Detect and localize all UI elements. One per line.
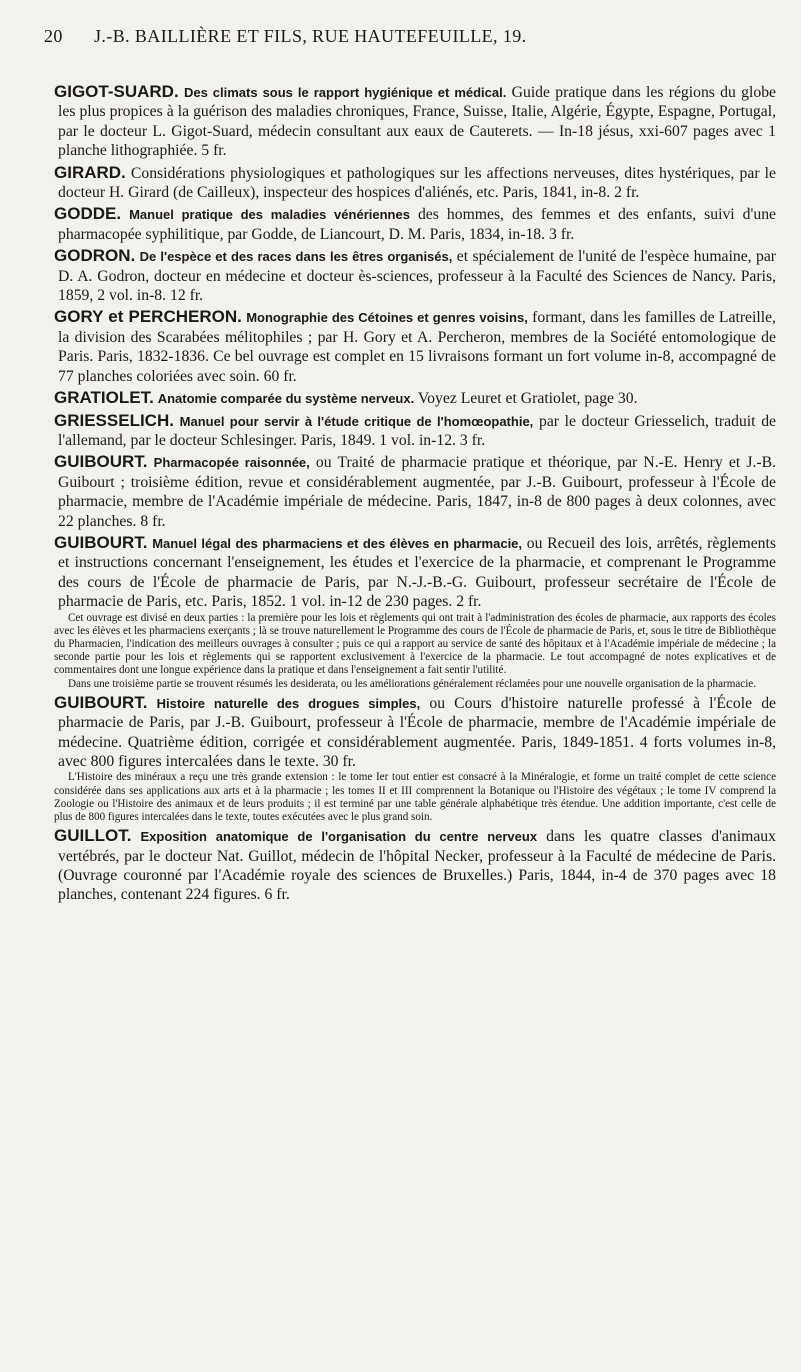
entry-title: Anatomie comparée du système nerveux.	[157, 391, 415, 407]
entry-title: Des climats sous le rapport hygiénique et médical.	[183, 85, 507, 100]
entry-text: et spécialement de l'unité de l'espèce humaine, par D. A. Godron, docteur en médecine et docteur ès-sciences, professeur à la Faculté des Sciences de Nancy. Paris, 1859, 2 vol. in-8. 12 fr.	[58, 248, 777, 305]
catalogue-entry	[54, 163, 776, 203]
entry-title: Exposition anatomique de l'organisation du centre nerveux	[140, 829, 538, 845]
entry-title: Manuel pour servir à l'étude critique de l'homœopathie,	[179, 413, 534, 429]
entry-title: Monographie des Cétoines et genres voisins,	[246, 310, 528, 326]
entry-text: des hommes, des femmes et des enfants, suivi d'une pharmacopée syphilitique, par Godde, de Liancourt, D. M. Paris, 1834, in-18. 3 fr.	[58, 206, 776, 243]
entry-text: ou Traité de pharmacie pratique et théorique, par N.-E. Henry et J.-B. Guibourt ; troisième édition, revue et considérablement augmentée, par J.-B. Guibourt, professeur à l'École de pharmacie, membre de l'Académie impériale de médecine. Paris, 1847, in-8 de 800 pages à deux colonnes, avec 22 planches. 8 fr.	[58, 454, 776, 530]
catalogue-entry	[54, 307, 776, 386]
entry-paragraph	[54, 163, 776, 203]
entry-paragraph	[54, 307, 776, 386]
catalogue-entry	[54, 246, 776, 305]
entry-paragraph	[54, 693, 776, 772]
catalogue-entry	[54, 826, 776, 905]
entry-text: dans les quatre classes d'animaux vertébrés, par le docteur Nat. Guillot, médecin de l'hôpital Necker, professeur à la Faculté de médecine de Paris. (Ouvrage couronné par l'Académie royale des sciences de Bruxelles.) Paris, 1844, in-4 de 370 pages avec 18 planches, contenant 224 figures. 6 fr.	[58, 828, 776, 904]
entry-title: Manuel légal des pharmaciens et des élèves en pharmacie,	[152, 535, 523, 551]
entry-note: Dans une troisième partie se trouvent résumés les desiderata, ou les améliorations généralement réclamées pour une nouvelle organisation de la pharmacie.	[68, 677, 756, 690]
entry-author: GRATIOLET.	[54, 388, 154, 408]
entry-paragraph	[54, 204, 776, 244]
entry-paragraph	[54, 533, 776, 612]
entry-paragraph	[54, 826, 776, 905]
catalogue-entry	[54, 82, 776, 161]
entry-author: GUILLOT.	[54, 826, 132, 846]
catalogue-entry	[54, 388, 776, 408]
catalogue-entry	[54, 204, 776, 244]
entry-author: GIGOT-SUARD.	[54, 82, 179, 101]
catalogue-entry	[54, 693, 776, 824]
entry-author: GODDE.	[54, 204, 122, 224]
entry-author: GUIBOURT.	[54, 452, 148, 472]
entry-text: ou Cours d'histoire naturelle professé à l'École de pharmacie de Paris, par J.-B. Guibourt, professeur à l'École de pharmacie, membre de l'Académie impériale de médecine. Quatrième édition, corrigée et considérablement augmentée. Paris, 1849-1851. 4 forts volumes in-8, avec 800 figures intercalées dans le texte. 30 fr.	[58, 694, 776, 770]
entry-text: Voyez Leuret et Gratiolet, page 30.	[414, 390, 638, 408]
entry-text: Guide pratique dans les régions du globe les plus propices à la guérison des maladies chroniques, France, Suisse, Italie, Algérie, Égypte, Espagne, Portugal, par le docteur L. Gigot-Suard, médecin consultant aux eaux de Cauterets. — In-18 jésus, xxi-607 pages avec 1 planche lithographiée. 5 fr.	[58, 84, 777, 160]
entry-author: GUIBOURT.	[54, 692, 148, 712]
publisher-line: J.-B. BAILLIÈRE ET FILS, RUE HAUTEFEUILLE, 19.	[94, 26, 527, 46]
entry-author: GORY et PERCHERON.	[54, 307, 242, 327]
entry-paragraph	[54, 452, 776, 531]
entry-author: GIRARD.	[54, 162, 126, 182]
page-number: 20	[44, 26, 63, 46]
entry-note: L'Histoire des minéraux a reçu une très grande extension : le tome Ier tout entier est consacré à la Minéralogie, et forme un traité complet de cette science considérée dans ses applications aux arts et à la pharmacie ; les tomes II et III comprennent la Botanique ou l'Histoire des végétaux ; le tome IV comprend la Zoologie ou l'Histoire des animaux et de leurs produits ; il est terminé par une table générale alphabétique très étendue. Une addition importante, c'est celle de plus de 800 figures intercalées dans le texte, toutes exécutées avec le plus grand soin.	[54, 771, 776, 824]
entry-text: Considérations physiologiques et pathologiques sur les affections nerveuses, dites hystériques, par le docteur H. Girard (de Cailleux), inspecteur des hospices d'aliénés, etc. Paris, 1841, in-8. 2 fr.	[58, 164, 776, 202]
entry-author: GUIBOURT.	[54, 532, 148, 552]
entry-text: par le docteur Griesselich, traduit de l'allemand, par le docteur Schlesinger. Paris, 1849. 1 vol. in-12. 3 fr.	[58, 412, 776, 449]
running-header	[0, 26, 801, 66]
entry-author: GRIESSELICH.	[54, 410, 174, 430]
entry-title: De l'espèce et des races dans les êtres organisés,	[139, 249, 453, 265]
entry-text: ou Recueil des lois, arrêtés, règlements et instructions concernant l'enseignement, les études et l'exercice de la pharmacie, et comprenant le Programme des cours de l'École de pharmacie de Paris, par N.-J.-B.-G. Guibourt, professeur secrétaire de l'École de pharmacie de Paris, etc. Paris, 1852. 1 vol. in-12 de 230 pages. 2 fr.	[58, 534, 776, 611]
entry-note: Cet ouvrage est divisé en deux parties : la première pour les lois et règlements qui ont trait à l'administration des écoles de pharmacie, aux rapports des écoles avec les élèves et les pharmaciens exerçants ; là se trouve naturellement le Programme des cours de l'École de pharmacie de Paris, et, sous le titre de Bibliothèque du Pharmacien, l'indication des meilleurs ouvrages à consulter ; puis ce qui a rapport au service de santé des hôpitaux et à l'Académie impériale de médecine ; la seconde partie pour les lois et règlements qui se rapportent exclusivement à l'exercice de la pharmacie. Le tout accompagné de notes explicatives et de commentaires dont une longue expérience dans la pratique et dans l'enseignement a fait sentir l'utilité.	[54, 611, 776, 677]
entry-paragraph	[54, 411, 776, 451]
catalogue-entries	[54, 82, 776, 907]
entry-title: Histoire naturelle des drogues simples,	[156, 695, 421, 711]
catalogue-entry	[54, 411, 776, 451]
entry-text: formant, dans les familles de Latreille, la division des Scarabées mélitophiles ; par H. Gory et A. Percheron, membres de la Société entomologique de Paris. Paris, 1832-1836. Ce bel ouvrage est complet en 15 livraisons formant un fort volume in-8, accompagné de 77 planches coloriées avec soin. 60 fr.	[58, 309, 776, 385]
entry-paragraph	[54, 388, 776, 408]
catalogue-entry	[54, 533, 776, 691]
entry-paragraph	[54, 246, 776, 305]
catalogue-entry	[54, 452, 776, 531]
entry-author: GODRON.	[54, 246, 136, 266]
entry-title: Manuel pratique des maladies vénériennes	[129, 207, 410, 223]
entry-title: Pharmacopée raisonnée,	[153, 455, 310, 471]
entry-paragraph	[54, 82, 776, 161]
